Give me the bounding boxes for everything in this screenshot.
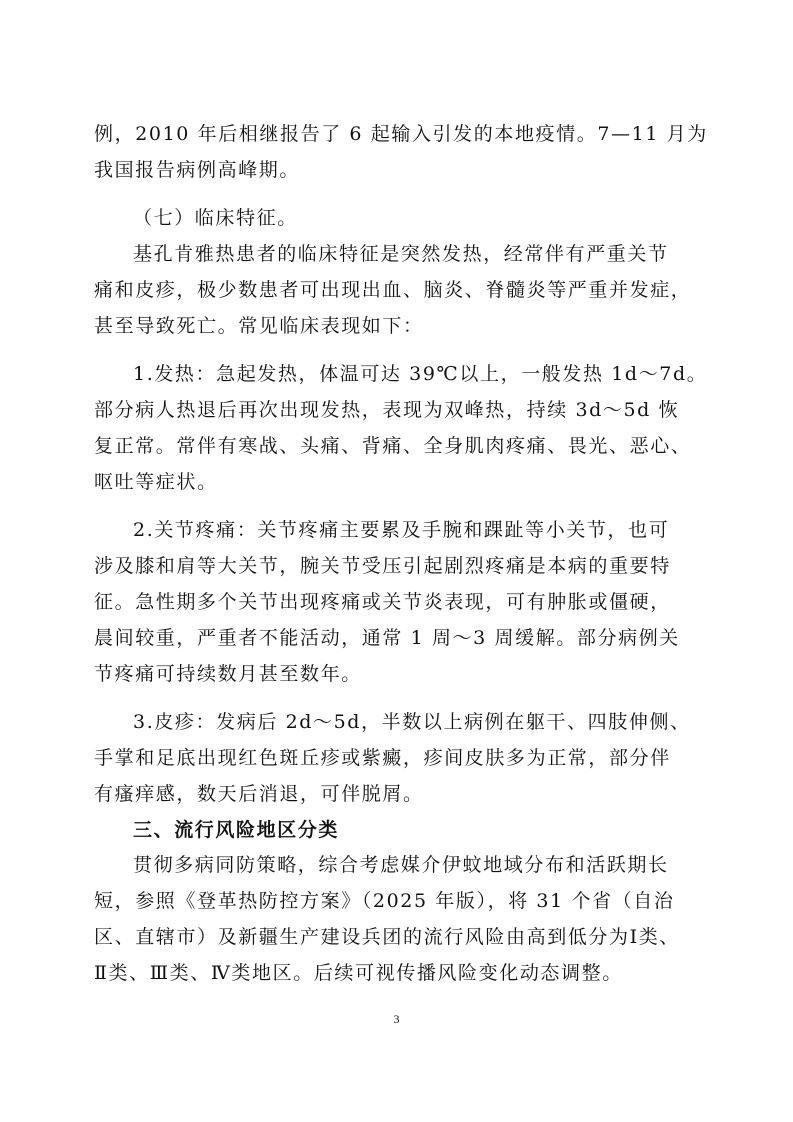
text-line: 涉及膝和肩等大关节，腕关节受压引起剧烈疼痛是本病的重要特 bbox=[94, 555, 671, 577]
text-line: 手掌和足底出现红色斑丘疹或紫癜，疹间皮肤多为正常，部分伴 bbox=[94, 747, 671, 769]
text-line: 有瘙痒感，数天后消退，可伴脱屑。 bbox=[94, 783, 424, 805]
text-line: 部分病人热退后再次出现发热，表现为双峰热，持续 3d～5d 恢 bbox=[94, 399, 680, 421]
text-line: 晨间较重，严重者不能活动，通常 1 周～3 周缓解。部分病例关 bbox=[94, 627, 680, 649]
text-line: 例，2010 年后相继报告了 6 起输入引发的本地疫情。7—11 月为 bbox=[94, 123, 708, 145]
text-line: 我国报告病例高峰期。 bbox=[94, 159, 301, 181]
text-line: 甚至导致死亡。常见临床表现如下： bbox=[94, 315, 424, 337]
section-heading: 三、流行风险地区分类 bbox=[133, 819, 340, 841]
text-line: （七）临床特征。 bbox=[133, 207, 298, 229]
text-line: 复正常。常伴有寒战、头痛、背痛、全身肌肉疼痛、畏光、恶心、 bbox=[94, 435, 692, 457]
text-line: 短，参照《登革热防控方案》（2025 年版），将 31 个省（自治 bbox=[94, 890, 675, 912]
text-line: 贯彻多病同防策略，综合考虑媒介伊蚊地域分布和活跃期长 bbox=[133, 854, 669, 876]
page-number: 3 bbox=[393, 1012, 400, 1026]
text-line: 呕吐等症状。 bbox=[94, 471, 218, 493]
text-line: 痛和皮疹，极少数患者可出现出血、脑炎、脊髓炎等严重并发症， bbox=[94, 279, 692, 301]
text-line: 1.发热：急起发热，体温可达 39℃以上，一般发热 1d～7d。 bbox=[133, 363, 708, 385]
text-line: 区、直辖市）及新疆生产建设兵团的流行风险由高到低分为Ⅰ类、 bbox=[94, 926, 680, 948]
text-line: 征。急性期多个关节出现疼痛或关节炎表现，可有肿胀或僵硬， bbox=[94, 591, 671, 613]
text-line: 节疼痛可持续数月甚至数年。 bbox=[94, 663, 362, 685]
text-line: 2.关节疼痛：关节疼痛主要累及手腕和踝趾等小关节，也可 bbox=[133, 519, 670, 541]
text-line: 3.皮疹：发病后 2d～5d，半数以上病例在躯干、四肢伸侧、 bbox=[133, 711, 691, 733]
text-line: 基孔肯雅热患者的临床特征是突然发热，经常伴有严重关节 bbox=[133, 243, 669, 265]
text-line: Ⅱ类、Ⅲ类、Ⅳ类地区。后续可视传播风险变化动态调整。 bbox=[94, 962, 623, 984]
